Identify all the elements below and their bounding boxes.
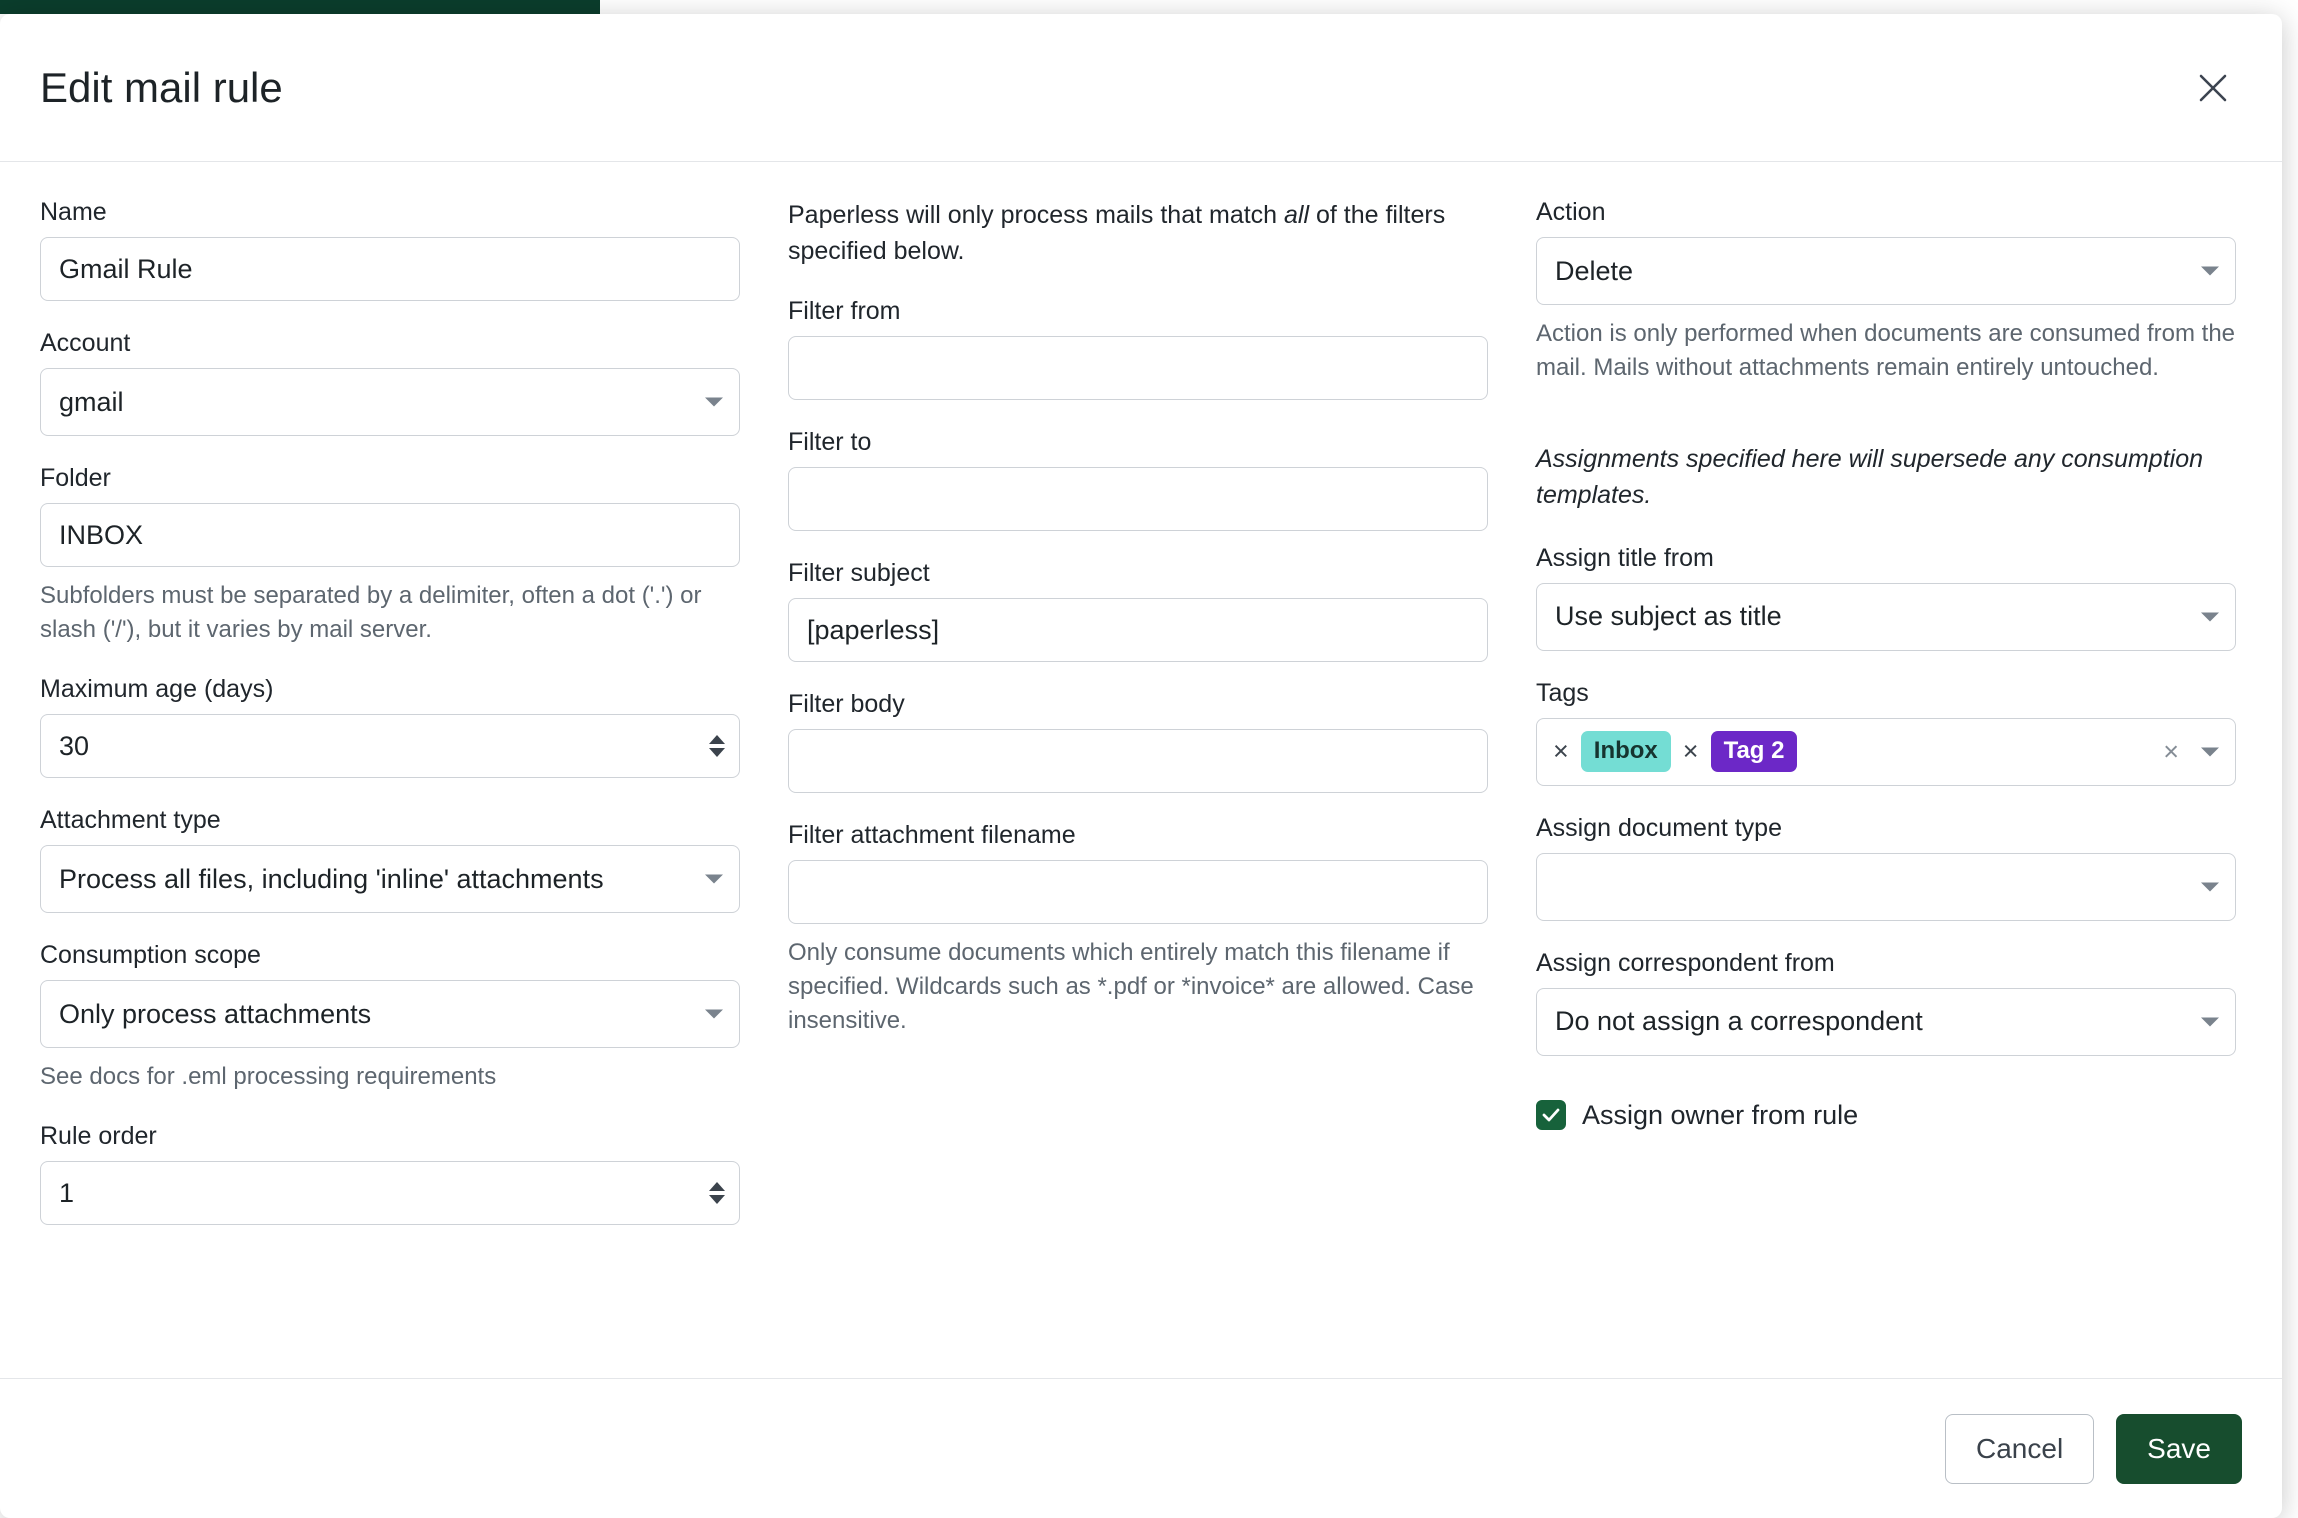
filter-body-input[interactable] [788,729,1488,793]
chevron-down-icon [2201,267,2219,276]
maximum-age-input[interactable] [40,714,740,778]
assign-correspondent-from-value: Do not assign a correspondent [1555,1006,1923,1037]
maximum-age-stepper[interactable] [709,735,725,757]
assign-correspondent-from-select[interactable] [1536,988,2236,1056]
save-button[interactable]: Save [2116,1414,2242,1484]
filter-subject-input[interactable]: [paperless] [788,598,1488,662]
folder-hint: Subfolders must be separated by a delimiter, often a dot ('.') or slash ('/'), but it varies by mail server. [40,582,702,644]
name-input[interactable]: Gmail Rule [40,237,740,301]
assign-document-type-label: Assign document type [1536,813,1782,842]
edit-mail-rule-dialog [0,14,2282,1518]
action-hint: Action is only performed when documents are consumed from the mail. Mails without attachments remain entirely untouched. [1536,320,2236,382]
tags-label: Tags [1536,678,1589,707]
assignments-note: Assignments specified here will supersede any consumption templates. [1536,445,2204,510]
dialog-body [0,162,2282,1377]
chevron-down-icon [2201,882,2219,891]
filter-from-input[interactable] [788,336,1488,400]
tag-item[interactable] [1549,731,1671,772]
rule-order-stepper[interactable] [709,1182,725,1204]
filter-attachment-filename-label: Filter attachment filename [788,821,1076,849]
chevron-down-icon [2201,1017,2219,1026]
filters-intro [788,198,1488,269]
column-filters [788,198,1488,1377]
folder-label: Folder [40,464,111,492]
assign-correspondent-from-label: Assign correspondent from [1536,948,1835,977]
filters-intro-prefix: Paperless will only process mails that match [788,201,1285,229]
filter-to-label: Filter to [788,428,872,456]
tag-chip: Inbox [1581,731,1671,772]
dialog-title: Edit mail rule [40,63,283,111]
filter-to-input[interactable] [788,467,1488,531]
consumption-scope-value: Only process attachments [59,998,372,1029]
tags-input[interactable] [1536,718,2236,786]
assign-title-from-value: Use subject as title [1555,601,1782,632]
remove-tag-icon[interactable]: × [1682,736,1699,767]
maximum-age-label: Maximum age (days) [40,675,274,704]
remove-tag-icon[interactable]: × [1553,736,1569,767]
filter-subject-label: Filter subject [788,559,930,587]
tag-chip: Tag 2 [1711,731,1798,772]
assign-document-type-select[interactable] [1536,853,2236,921]
action-label: Action [1536,198,1606,226]
column-actions [1536,198,2236,1377]
action-select[interactable] [1536,237,2236,305]
filters-intro-suffix: of the filters specified below. [788,201,1446,265]
stepper-down-icon[interactable] [709,748,725,757]
app-topbar [0,0,600,14]
assign-title-from-select[interactable] [1536,583,2236,651]
assign-title-from-label: Assign title from [1536,543,1714,572]
attachment-type-select[interactable] [40,845,740,913]
column-general [40,198,740,1377]
attachment-type-value: Process all files, including 'inline' attachments [59,863,604,894]
folder-input[interactable]: INBOX [40,503,740,567]
chevron-down-icon [2201,612,2219,621]
rule-order-value: 1 [59,1177,75,1208]
name-label: Name [40,198,107,226]
filters-intro-emphasis: all [1284,201,1310,229]
filter-attachment-filename-input[interactable] [788,860,1488,924]
stepper-up-icon[interactable] [709,1182,725,1191]
chevron-down-icon[interactable] [2201,747,2219,756]
chevron-down-icon [705,398,723,407]
consumption-scope-select[interactable] [40,980,740,1048]
consumption-scope-label: Consumption scope [40,941,261,970]
tag-item[interactable] [1679,731,1798,772]
dialog-header [0,14,2282,162]
account-label: Account [40,329,131,357]
rule-order-input[interactable] [40,1161,740,1225]
assign-owner-checkbox[interactable] [1536,1100,1566,1130]
assign-owner-label: Assign owner from rule [1582,1099,1859,1130]
account-select-value: gmail [59,386,124,417]
stepper-down-icon[interactable] [709,1195,725,1204]
maximum-age-value: 30 [59,730,90,761]
assign-owner-row[interactable] [1536,1100,2236,1131]
attachment-type-label: Attachment type [40,806,221,835]
stepper-up-icon[interactable] [709,735,725,744]
dialog-footer [0,1378,2282,1518]
action-value: Delete [1555,255,1634,286]
filter-attachment-filename-hint: Only consume documents which entirely match this filename if specified. Wildcards such as *.pdf or *invoice* are allowed. Case insensitive. [788,939,1474,1035]
filter-from-label: Filter from [788,297,901,325]
account-select[interactable] [40,368,740,436]
filter-body-label: Filter body [788,690,905,718]
clear-tags-icon[interactable]: × [2163,736,2179,767]
cancel-button[interactable]: Cancel [1945,1414,2094,1484]
rule-order-label: Rule order [40,1122,157,1151]
close-icon[interactable] [2184,59,2242,117]
chevron-down-icon [705,875,723,884]
consumption-scope-hint: See docs for .eml processing requirements [40,1063,497,1091]
chevron-down-icon [705,1010,723,1019]
